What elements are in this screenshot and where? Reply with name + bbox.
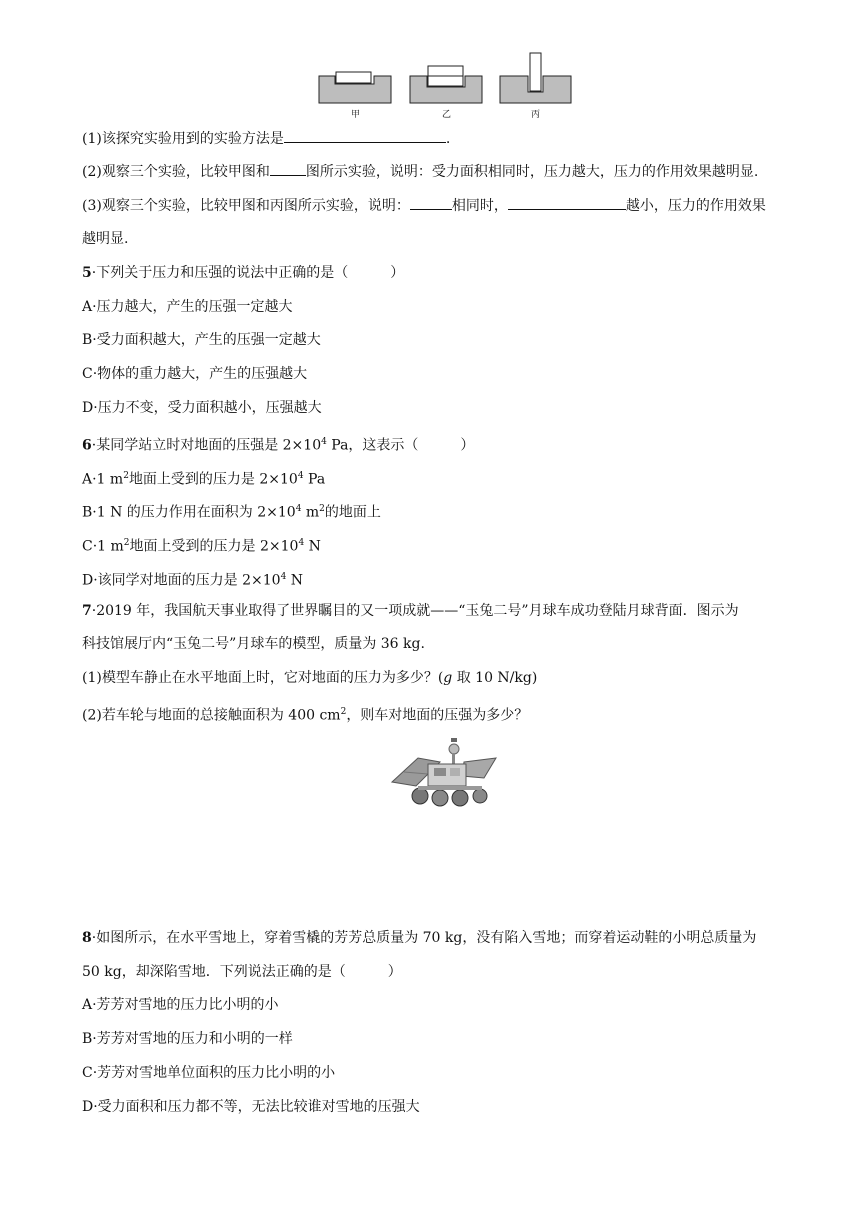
q7-number: 7	[82, 603, 92, 619]
q7-stem-line2: 科技馆展厅内“玉兔二号”月球车的模型，质量为 36 kg.	[82, 636, 425, 652]
q5-option-d[interactable]: D·压力不变，受力面积越小，压强越大	[82, 400, 322, 416]
lunar-rover-image	[388, 734, 500, 810]
q4-blank-1[interactable]	[284, 128, 446, 143]
q4-sub3-cont: 越明显.	[82, 231, 129, 247]
q8-option-a[interactable]: A·芳芳对雪地的压力比小明的小	[82, 997, 279, 1013]
q5-number: 5	[82, 265, 92, 281]
q8-stem-line1: 8·如图所示，在水平雪地上，穿着雪橇的芳芳总质量为 70 kg，没有陷入雪地；而穿着运动鞋的小明总质量为	[82, 930, 757, 946]
q6-option-a[interactable]: A·1 $m^2$地面上受到的压力是 $2\times 10^4$ Pa	[82, 471, 326, 488]
q4-sub1: (1)该探究实验用到的实验方法是 .	[82, 128, 450, 149]
figure-label-jia: 甲	[351, 110, 361, 120]
q6-number: 6	[82, 437, 92, 454]
q8-stem-line2: 50 kg，却深陷雪地．下列说法正确的是（ ）	[82, 964, 402, 980]
q6-stem: 6·某同学站立时对地面的压强是 $2\times 10^4$ Pa，这表示（ ）	[82, 437, 475, 454]
q4-sub3: (3)观察三个实验，比较甲图和丙图所示实验，说明： 相同时， 越小，压力的作用效果	[82, 195, 766, 216]
figure-yi	[410, 66, 482, 103]
q5-option-c[interactable]: C·物体的重力越大，产生的压强越大	[82, 366, 308, 382]
rover-svg	[388, 734, 500, 810]
q5-option-a[interactable]: A·压力越大，产生的压强一定越大	[82, 299, 293, 315]
q6-option-b[interactable]: B·1 N 的压力作用在面积为 $2\times 10^4$ $m^2$的地面上	[82, 504, 381, 521]
q5-option-b[interactable]: B·受力面积越大，产生的压强一定越大	[82, 332, 321, 348]
q7-stem-line1: 7·2019 年，我国航天事业取得了世界瞩目的又一项成就——“玉兔二号”月球车成功登陆月球背面．图示为	[82, 603, 739, 619]
figure-label-yi: 乙	[442, 110, 452, 120]
sponge-experiment-figure	[318, 50, 573, 120]
q8-option-c[interactable]: C·芳芳对雪地单位面积的压力比小明的小	[82, 1065, 336, 1081]
q4-blank-2[interactable]	[270, 161, 306, 176]
q7-sub2: (2)若车轮与地面的总接触面积为 400 $cm^2$，则车对地面的压强为多少？	[82, 707, 529, 724]
q4-sub2: (2)观察三个实验，比较甲图和 图所示实验，说明：受力面积相同时，压力越大，压力的作用效果越明显.	[82, 161, 758, 182]
figure-label-bing: 丙	[531, 110, 541, 120]
q7-sub1: (1)模型车静止在水平地面上时，它对地面的压力为多少？(g 取 10 N/kg)	[82, 670, 538, 686]
q8-option-b[interactable]: B·芳芳对雪地的压力和小明的一样	[82, 1031, 293, 1047]
q8-number: 8	[82, 930, 92, 946]
q4-blank-3[interactable]	[410, 195, 452, 210]
q6-option-c[interactable]: C·1 $m^2$地面上受到的压力是 $2\times 10^4$ N	[82, 538, 321, 555]
q8-option-d[interactable]: D·受力面积和压力都不等，无法比较谁对雪地的压强大	[82, 1099, 420, 1115]
q6-option-d[interactable]: D·该同学对地面的压力是 $2\times 10^4$ N	[82, 572, 304, 589]
figure-jia	[319, 72, 391, 103]
q5-stem: 5·下列关于压力和压强的说法中正确的是（ ）	[82, 265, 405, 281]
q4-blank-4[interactable]	[508, 195, 626, 210]
figure-bing	[500, 53, 571, 103]
